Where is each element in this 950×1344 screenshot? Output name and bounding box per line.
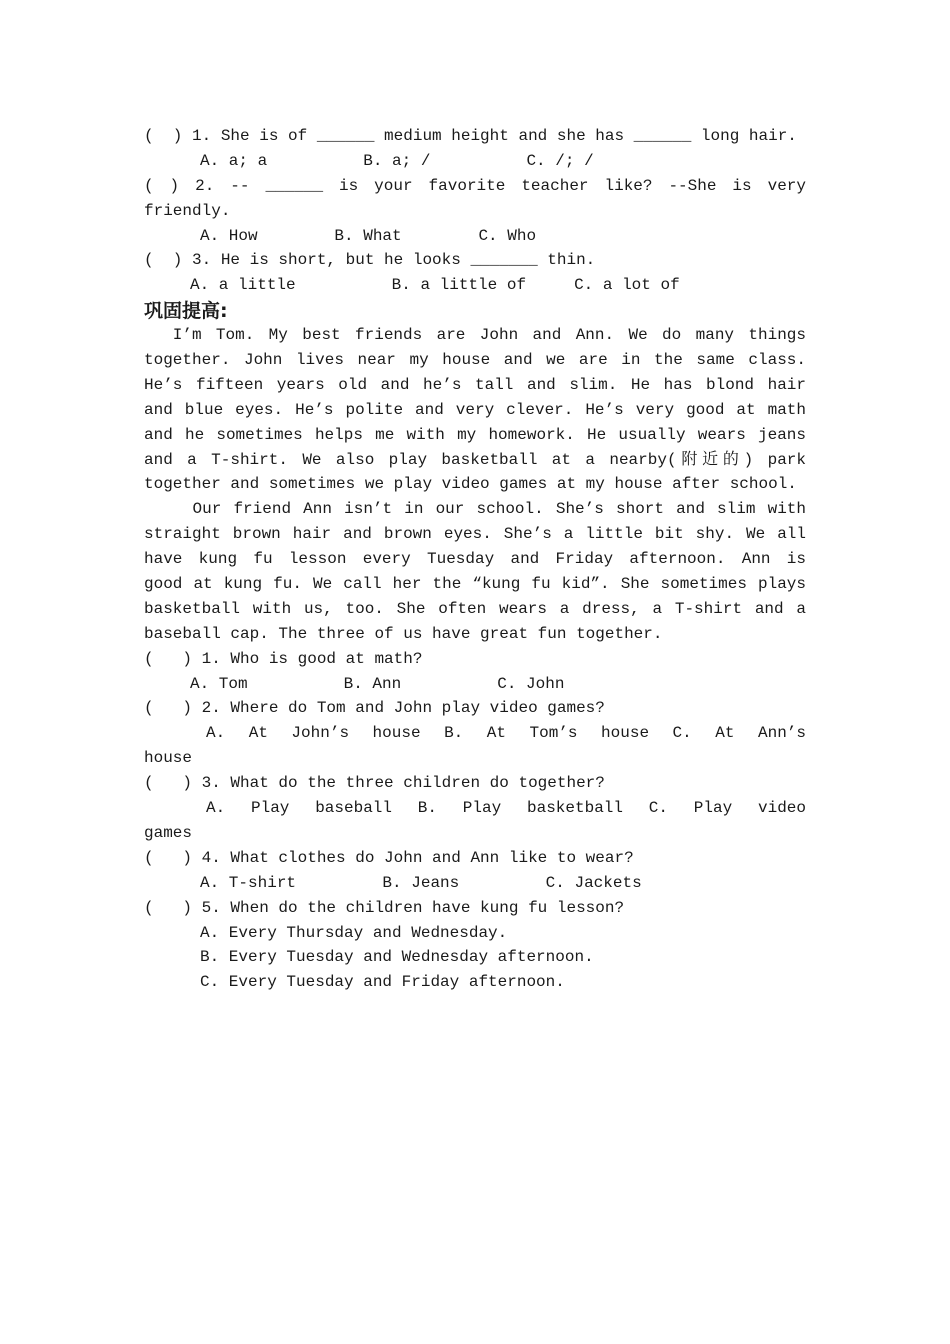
reading-question-1-options: A. Tom B. Ann C. John: [190, 674, 565, 693]
passage-line: and blue eyes. He’s polite and very clever. He’s very good at math: [144, 400, 806, 419]
question-1-stem: ( ) 1. She is of ______ medium height and she has ______ long hair.: [144, 127, 797, 145]
passage-line: He’s fifteen years old and he’s tall and slim. He has blond hair: [144, 375, 806, 394]
reading-question-5-stem: ( ) 5. When do the children have kung fu lesson?: [144, 898, 625, 917]
passage-line: baseball cap. The three of us have great fun together.: [144, 624, 663, 643]
reading-question-2-stem: ( ) 2. Where do Tom and John play video games?: [144, 699, 605, 718]
reading-question-3-stem: ( ) 3. What do the three children do together?: [144, 774, 605, 793]
section-heading: 巩固提高:: [144, 300, 228, 323]
passage-line: and a T-shirt. We also play basketball at a nearby(附近的) park: [144, 450, 806, 469]
passage-line: and he sometimes helps me with my homework. He usually wears jeans: [144, 425, 806, 444]
reading-question-4-stem: ( ) 4. What clothes do John and Ann like to wear?: [144, 848, 634, 867]
passage-line: Our friend Ann isn’t in our school. She’s short and slim with: [144, 500, 806, 519]
reading-question-4-options: A. T-shirt B. Jeans C. Jackets: [200, 873, 642, 892]
reading-question-5-option-a: A. Every Thursday and Wednesday.: [200, 923, 508, 942]
passage-line: I’m Tom. My best friends are John and Ann. We do many things: [144, 326, 806, 345]
passage-line: good at kung fu. We call her the “kung fu kid”. She sometimes plays: [144, 575, 806, 594]
reading-question-5-option-c: C. Every Tuesday and Friday afternoon.: [200, 973, 565, 992]
question-3-options: A. a little B. a little of C. a lot of: [190, 276, 680, 295]
question-3-stem: ( ) 3. He is short, but he looks _______ thin.: [144, 251, 596, 270]
reading-question-3-options-continued: games: [144, 823, 193, 842]
question-2-options: A. How B. What C. Who: [200, 226, 537, 245]
reading-question-1-stem: ( ) 1. Who is good at math?: [144, 649, 423, 668]
reading-question-2-options: A. At John’s house B. At Tom’s house C. At Ann’s: [206, 724, 806, 743]
reading-question-5-option-b: B. Every Tuesday and Wednesday afternoon.: [200, 948, 594, 967]
reading-question-3-options: A. Play baseball B. Play basketball C. Play video: [206, 799, 806, 818]
reading-question-2-options-continued: house: [144, 749, 193, 768]
passage-line: together and sometimes we play video games at my house after school.: [144, 475, 797, 494]
question-1-options: A. a; a B. a; / C. /; /: [200, 151, 594, 170]
question-2-stem: ( ) 2. -- ______ is your favorite teacher like? --She is very: [144, 176, 806, 195]
worksheet-page: [144, 124, 806, 995]
passage-line: basketball with us, too. She often wears a dress, a T-shirt and a: [144, 599, 806, 618]
reading-passage: [144, 323, 806, 647]
passage-line: together. John lives near my house and we are in the same class.: [144, 351, 806, 370]
passage-line: have kung fu lesson every Tuesday and Friday afternoon. Ann is: [144, 550, 806, 569]
question-2-stem-continued: friendly.: [144, 201, 231, 220]
passage-line: straight brown hair and brown eyes. She’s a little bit shy. We all: [144, 525, 806, 544]
